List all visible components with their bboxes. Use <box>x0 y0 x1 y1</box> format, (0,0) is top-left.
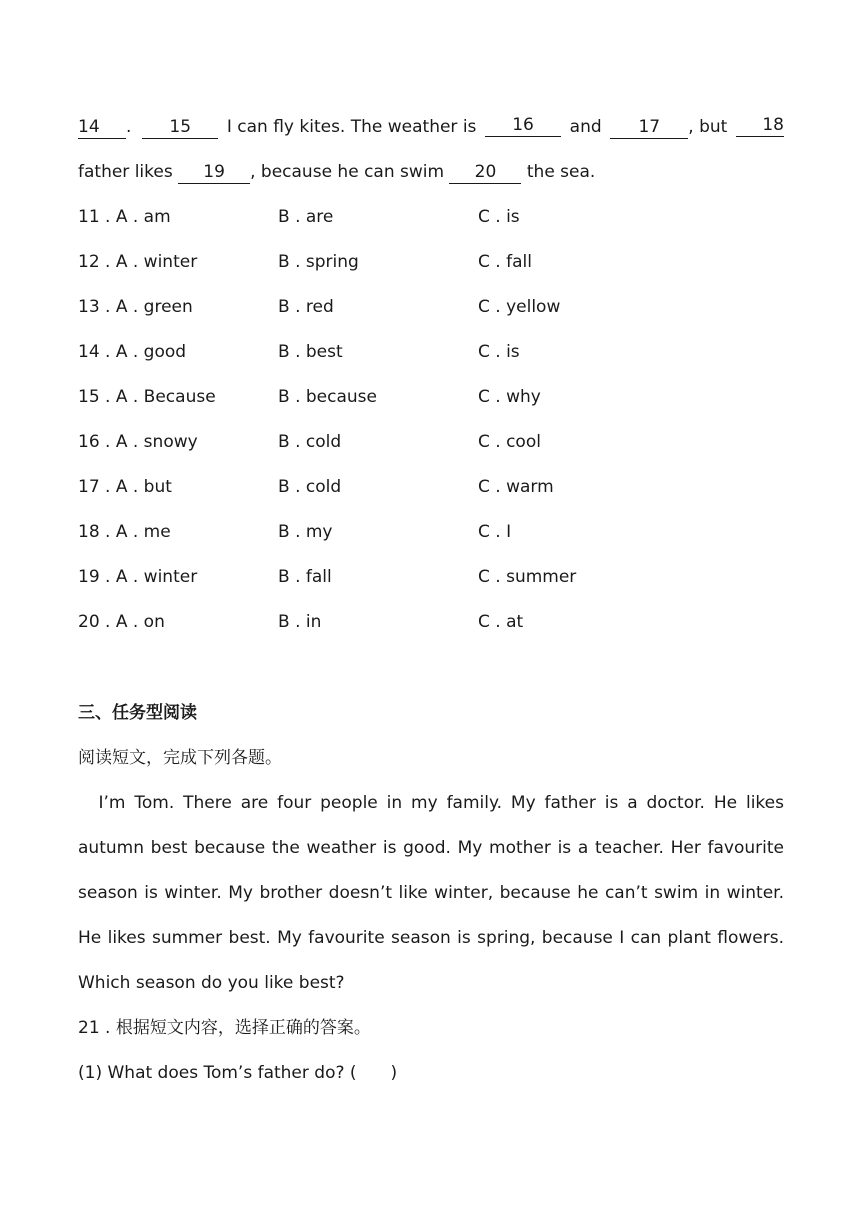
passage-line-1 <box>78 115 784 139</box>
passage-line-2 <box>78 160 784 184</box>
reading-line-1 <box>78 791 784 815</box>
section-title: 三、任务型阅读 <box>78 703 197 723</box>
blank-group-17 <box>610 115 727 139</box>
option-b[interactable]: B . my <box>278 522 333 542</box>
option-b[interactable]: B . because <box>278 387 377 407</box>
passage-text: the sea. <box>526 162 596 182</box>
passage-text: , but <box>688 117 728 137</box>
option-c[interactable]: C . at <box>478 612 524 632</box>
option-b[interactable]: B . fall <box>278 567 332 587</box>
option-a[interactable]: 19 . A . winter <box>78 567 198 587</box>
reading-line-2: autumn best because the weather is good. My mother is a teacher. Her favourite <box>78 838 784 858</box>
option-b[interactable]: B . cold <box>278 477 342 497</box>
option-a[interactable]: 13 . A . green <box>78 297 193 317</box>
blank-16: 16 <box>485 115 561 137</box>
blank-15: 15 <box>142 117 218 139</box>
blank-18: 18 <box>736 115 784 137</box>
period: . <box>126 117 132 137</box>
option-b[interactable]: B . best <box>278 342 343 362</box>
passage-text: , because he can swim <box>250 162 445 182</box>
option-c[interactable]: C . yellow <box>478 297 561 317</box>
question-21-1: (1) What does Tom’s father do? ( ) <box>78 1063 398 1083</box>
option-a[interactable]: 18 . A . me <box>78 522 171 542</box>
option-c[interactable]: C . is <box>478 207 520 227</box>
option-a[interactable]: 12 . A . winter <box>78 252 198 272</box>
blank-20: 20 <box>449 162 521 184</box>
option-a[interactable]: 16 . A . snowy <box>78 432 198 452</box>
option-b[interactable]: B . red <box>278 297 334 317</box>
blank-19: 19 <box>178 162 250 184</box>
reading-text: I’m Tom. There are four people in my family. My father is a doctor. He likes <box>78 793 784 813</box>
question-21: 21 . 根据短文内容，选择正确的答案。 <box>78 1018 371 1038</box>
blank-group-14-15 <box>78 115 218 139</box>
blank-17: 17 <box>610 117 688 139</box>
option-a[interactable]: 11 . A . am <box>78 207 171 227</box>
option-a[interactable]: 17 . A . but <box>78 477 172 497</box>
option-c[interactable]: C . is <box>478 342 520 362</box>
reading-line-3: season is winter. My brother doesn’t like winter, because he can’t swim in winter. <box>78 883 784 903</box>
option-b[interactable]: B . cold <box>278 432 342 452</box>
option-c[interactable]: C . why <box>478 387 541 407</box>
option-c[interactable]: C . I <box>478 522 512 542</box>
option-b[interactable]: B . spring <box>278 252 359 272</box>
option-b[interactable]: B . are <box>278 207 334 227</box>
option-a[interactable]: 20 . A . on <box>78 612 165 632</box>
option-a[interactable]: 14 . A . good <box>78 342 187 362</box>
option-c[interactable]: C . warm <box>478 477 554 497</box>
option-c[interactable]: C . cool <box>478 432 541 452</box>
passage-text: father likes <box>78 162 173 182</box>
option-c[interactable]: C . fall <box>478 252 532 272</box>
option-a[interactable]: 15 . A . Because <box>78 387 216 407</box>
passage-text: I can fly kites. The weather is <box>226 117 477 137</box>
reading-line-4: He likes summer best. My favourite season is spring, because I can plant flowers. <box>78 928 784 948</box>
passage-text: and <box>569 117 602 137</box>
section-instruction: 阅读短文，完成下列各题。 <box>78 748 282 768</box>
reading-line-5: Which season do you like best? <box>78 973 345 993</box>
blank-14: 14 <box>78 117 126 139</box>
option-c[interactable]: C . summer <box>478 567 577 587</box>
option-b[interactable]: B . in <box>278 612 322 632</box>
